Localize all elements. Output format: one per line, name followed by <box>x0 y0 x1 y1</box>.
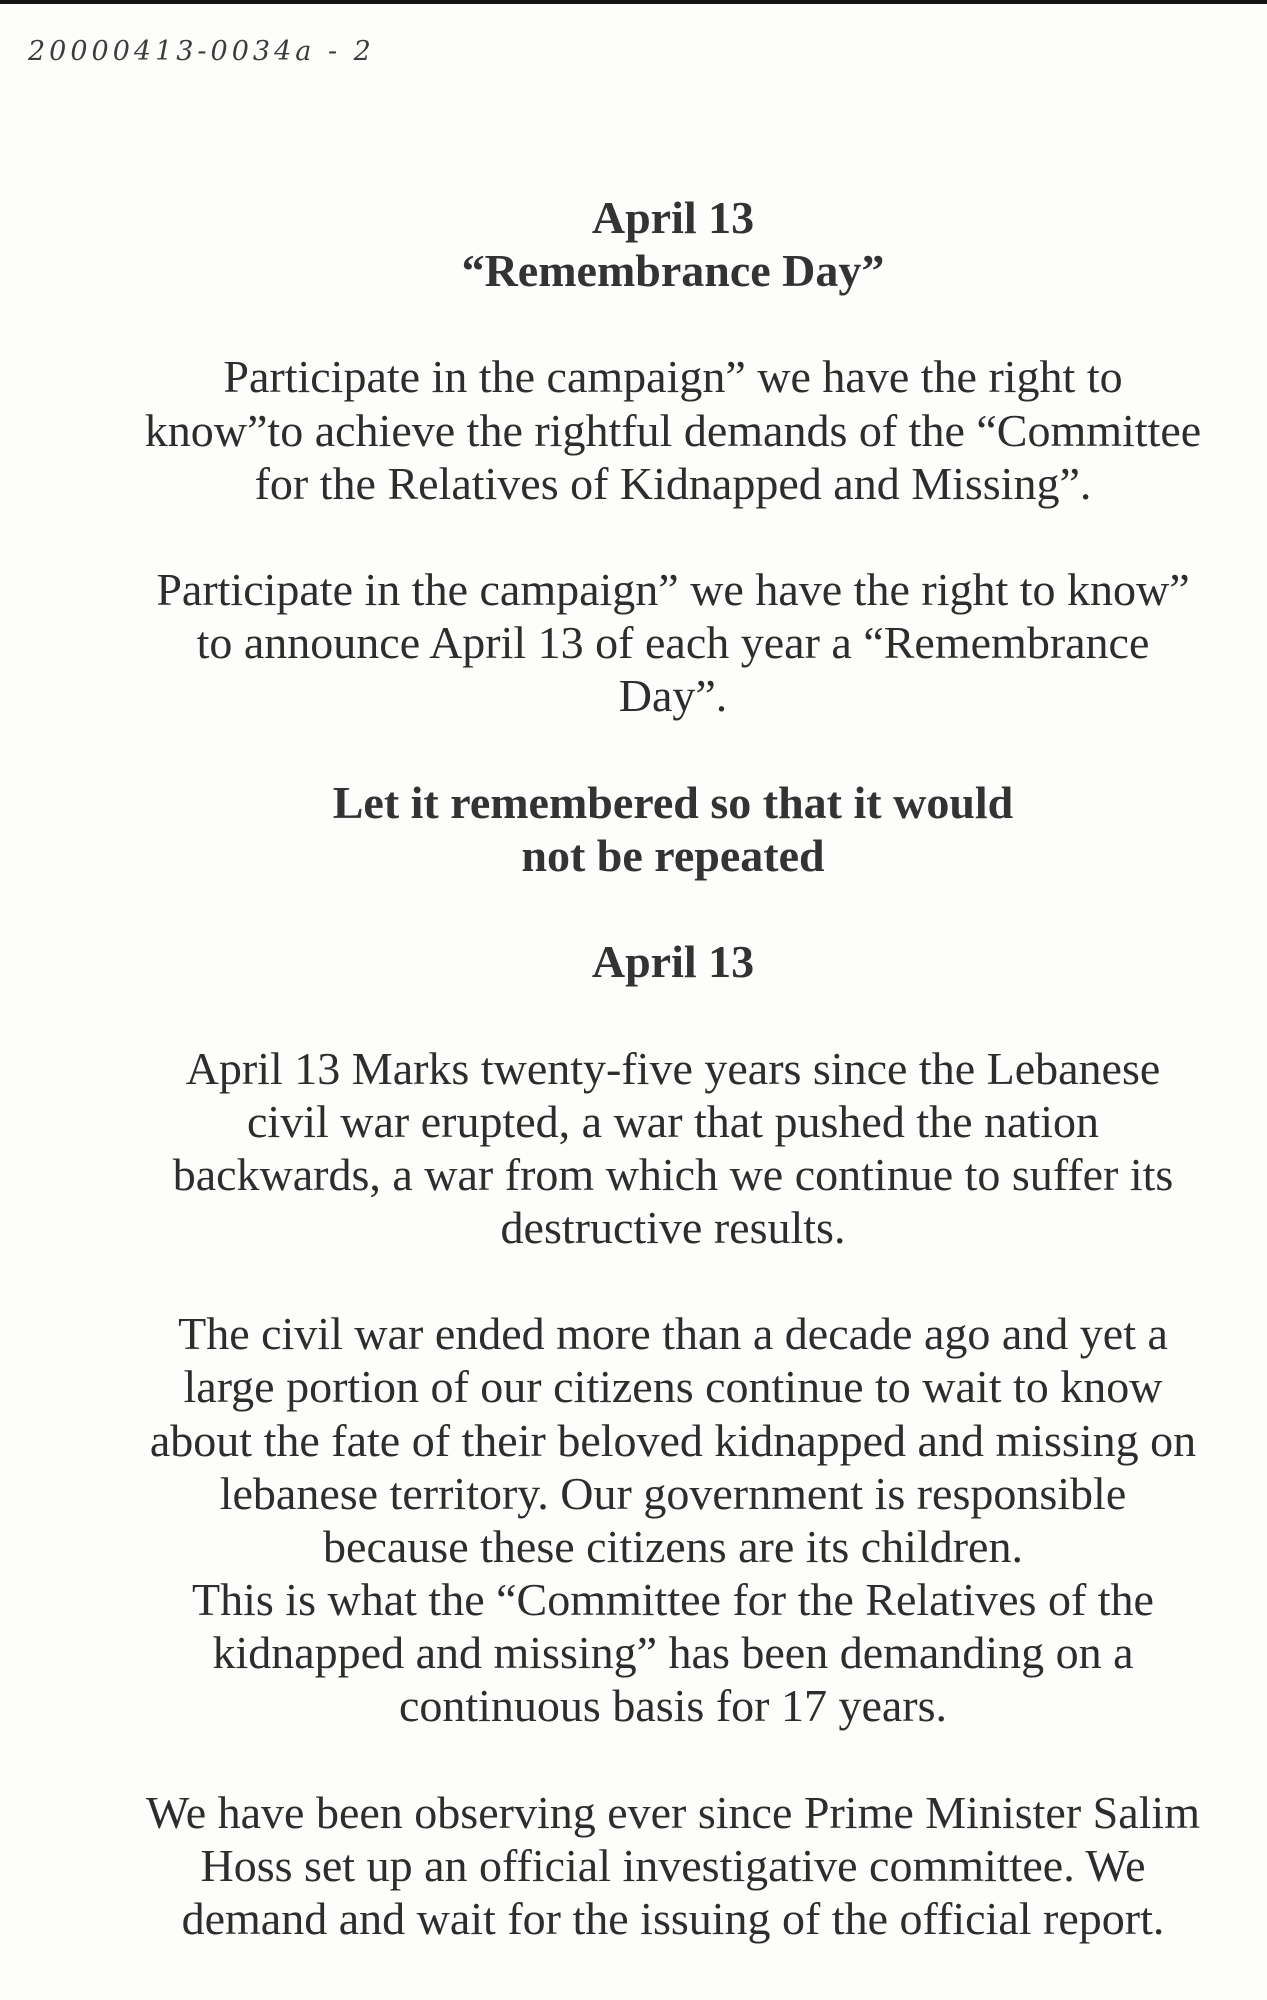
text-line: The civil war ended more than a decade ago and yet a <box>178 1308 1168 1360</box>
text-line: destructive results. <box>500 1201 846 1253</box>
text-line: This is what the “Committee for the Relatives of the <box>192 1574 1154 1626</box>
slogan-line: not be repeated <box>521 829 825 881</box>
text-line: about the fate of their beloved kidnapped and missing on <box>149 1414 1197 1466</box>
text-line: to announce April 13 of each year a “Remembrance <box>196 617 1150 669</box>
text-line: Day”. <box>618 670 728 722</box>
paragraph-campaign-demands <box>140 350 1206 509</box>
text-line: kidnapped and missing” has been demanding on a <box>212 1627 1134 1679</box>
text-line: continuous basis for 17 years. <box>398 1680 948 1732</box>
text-line: We have been observing ever since Prime Minister Salim <box>145 1786 1200 1838</box>
heading-date: April 13 <box>591 192 755 243</box>
text-line: lebanese territory. Our government is responsible <box>219 1467 1127 1519</box>
text-line: Participate in the campaign” we have the right to know” <box>156 564 1190 616</box>
document-heading <box>140 191 1206 297</box>
text-line: because these citizens are its children. <box>323 1520 1023 1572</box>
paragraph-missing-persons <box>140 1307 1206 1732</box>
text-line: Hoss set up an official investigative committee. We <box>200 1839 1146 1891</box>
heading-title: “Remembrance Day” <box>461 245 885 297</box>
handwritten-reference-number: 20000413-0034a - 2 <box>28 36 375 67</box>
section-heading <box>140 935 1206 988</box>
slogan <box>140 776 1206 882</box>
paragraph-investigation <box>140 1786 1206 1945</box>
scan-top-edge <box>0 0 1267 4</box>
text-line: Participate in the campaign” we have the right to <box>223 351 1123 403</box>
paragraph-war-anniversary <box>140 1042 1206 1255</box>
text-line: large portion of our citizens continue to wait to know <box>183 1361 1163 1413</box>
text-line: civil war erupted, a war that pushed the nation <box>247 1095 1099 1147</box>
text-line: backwards, a war from which we continue to suffer its <box>172 1148 1174 1200</box>
text-line: April 13 Marks twenty-five years since the Lebanese <box>185 1042 1161 1094</box>
text-line: for the Relatives of Kidnapped and Missing”. <box>254 457 1092 509</box>
paragraph-campaign-remembrance <box>140 563 1206 722</box>
section-heading-date: April 13 <box>591 936 755 988</box>
text-line: know”to achieve the rightful demands of the “Committee <box>144 404 1202 456</box>
text-line: demand and wait for the issuing of the official report. <box>181 1893 1165 1944</box>
document-body <box>140 191 1206 1945</box>
slogan-line: Let it remembered so that it would <box>332 776 1014 828</box>
